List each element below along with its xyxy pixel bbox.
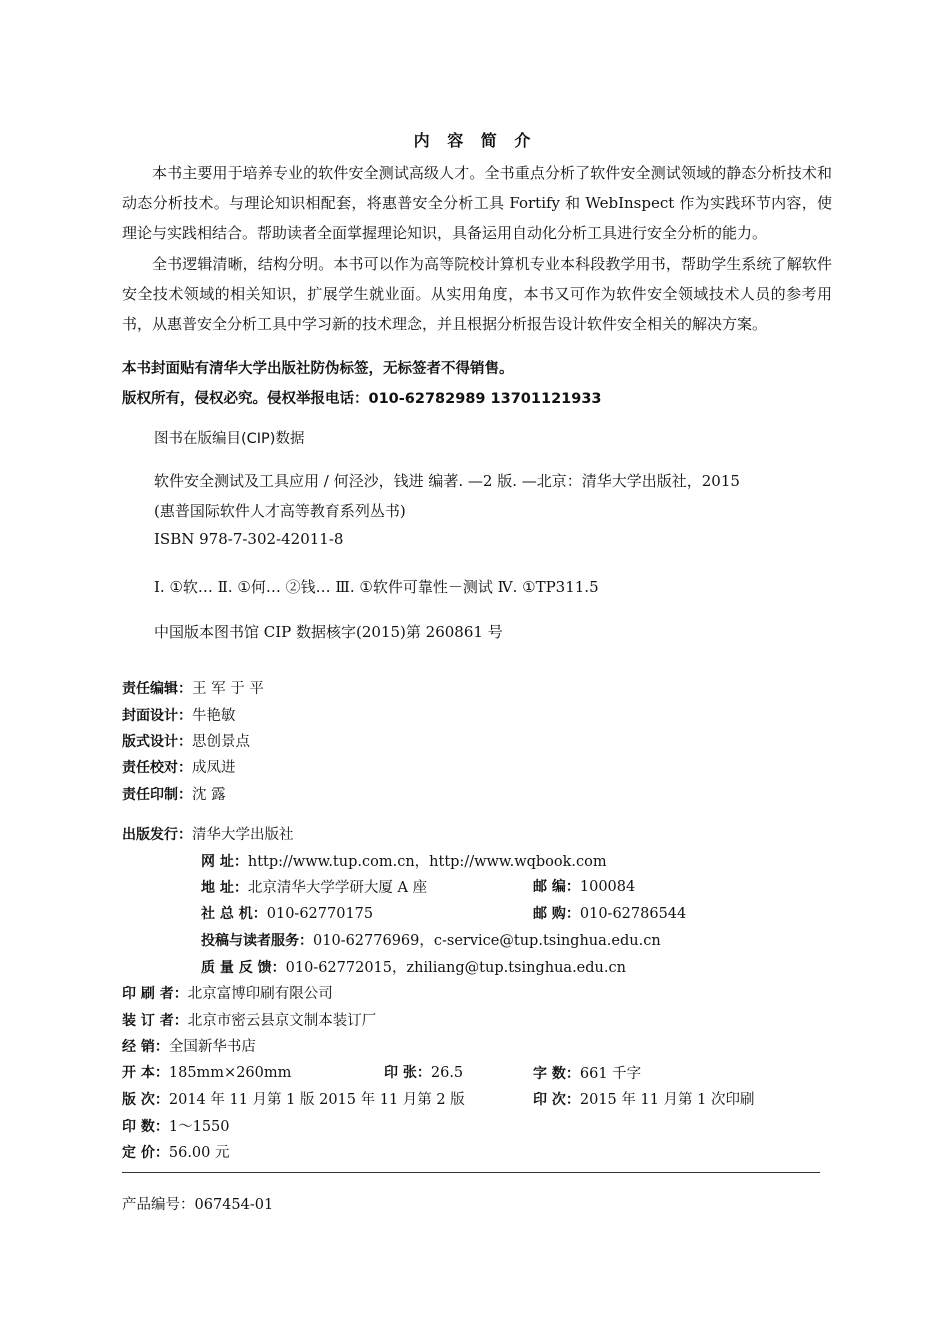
print-run-label: 印 次：	[533, 1092, 580, 1108]
contribution-value: 010-62776969，c-service@tup.tsinghua.edu.cn	[313, 933, 661, 949]
distributor-label: 经 销：	[122, 1039, 169, 1055]
binder-label: 装 订 者：	[122, 1013, 188, 1029]
intro-paragraph-2: 全书逻辑清晰，结构分明。本书可以作为高等院校计算机专业本科段教学用书，帮助学生系统了解软件安全技术领域的相关知识，扩展学生就业面。从实用角度，本书又可作为软件安全领域技术人员的参考用书，从惠普安全分析工具中学习新的技术理念，并且根据分析报告设计软件安全相关的解决方案。	[122, 255, 832, 333]
format-label: 开 本：	[122, 1065, 169, 1081]
staff-label: 封面设计：	[122, 708, 192, 724]
address-label: 地 址：	[201, 880, 248, 896]
publisher-zip-row	[533, 876, 635, 896]
publisher-row	[122, 823, 294, 844]
cip-heading: 图书在版编目(CIP)数据	[154, 431, 305, 447]
publisher-mailorder-row	[533, 903, 686, 923]
price-row	[122, 1141, 230, 1162]
print-run-row	[533, 1088, 755, 1109]
copies-value: 1～1550	[168, 1119, 230, 1135]
cip-series-line: (惠普国际软件人才高等教育系列丛书)	[154, 502, 406, 520]
staff-label: 责任印制：	[122, 787, 192, 803]
binder-row	[122, 1009, 376, 1030]
staff-value: 成凤进	[192, 760, 236, 776]
edition-row	[122, 1088, 465, 1109]
binder-value: 北京市密云县京文制本装订厂	[187, 1013, 377, 1029]
copies-row	[122, 1115, 230, 1136]
format-row	[122, 1062, 291, 1082]
contribution-label: 投稿与读者服务：	[201, 933, 313, 949]
intro-paragraph-1: 本书主要用于培养专业的软件安全测试高级人才。全书重点分析了软件安全测试领域的静态分析技术和动态分析技术。与理论知识相配套，将惠普安全分析工具 Fortify 和 WebInspect 作为实践环节内容，使理论与实践相结合。帮助读者全面掌握理论知识，具备运用自动化分析工具进行安全分析的能力。	[122, 164, 832, 242]
publisher-contribution-row	[201, 929, 661, 950]
staff-value: 沈 露	[192, 787, 226, 803]
quality-label: 质 量 反 馈：	[201, 960, 286, 976]
price-label: 定 价：	[122, 1145, 169, 1161]
printer-label: 印 刷 者：	[122, 986, 188, 1002]
publisher-switchboard-row	[201, 903, 373, 923]
publisher-address-row	[201, 876, 427, 897]
staff-value: 思创景点	[192, 734, 250, 750]
printer-value: 北京富博印刷有限公司	[187, 986, 333, 1002]
cip-classification: Ⅰ. ①软… Ⅱ. ①何… ②钱… Ⅲ. ①软件可靠性－测试 Ⅳ. ①TP311.5	[154, 578, 599, 596]
publisher-name: 清华大学出版社	[192, 827, 294, 843]
publisher-quality-row	[201, 956, 626, 977]
product-code-label: 产品编号：	[122, 1197, 195, 1213]
edition-label: 版 次：	[122, 1092, 169, 1108]
product-code-value: 067454-01	[194, 1197, 274, 1213]
divider	[122, 1172, 820, 1173]
web-label: 网 址：	[201, 854, 248, 870]
copyright-notice: 版权所有，侵权必究。侵权举报电话：010-62782989 13701121933	[122, 391, 602, 407]
cip-title-line: 软件安全测试及工具应用 / 何泾沙，钱进 编著. —2 版. —北京：清华大学出版社，2015	[154, 472, 740, 490]
words-row	[533, 1062, 641, 1083]
distributor-value: 全国新华书店	[168, 1039, 256, 1055]
print-run-value: 2015 年 11 月第 1 次印刷	[579, 1092, 755, 1108]
staff-label: 版式设计：	[122, 734, 192, 750]
zip-value: 100084	[579, 879, 636, 895]
staff-row-cover	[122, 704, 236, 725]
staff-row-editor	[122, 677, 264, 698]
printer-row	[122, 982, 333, 1003]
format-value: 185mm×260mm	[168, 1065, 292, 1081]
price-value: 56.00 元	[168, 1145, 230, 1161]
product-code-row	[122, 1193, 273, 1214]
publisher-web-row	[201, 850, 607, 871]
publisher-label: 出版发行：	[122, 827, 192, 843]
address-value: 北京清华大学学研大厦 A 座	[247, 880, 428, 896]
distributor-row	[122, 1035, 256, 1056]
staff-row-proofreader	[122, 756, 236, 777]
intro-title: 内 容 简 介	[413, 131, 537, 150]
switchboard-value: 010-62770175	[266, 906, 374, 922]
sheets-value: 26.5	[430, 1065, 464, 1081]
switchboard-label: 社 总 机：	[201, 906, 267, 922]
staff-row-layout	[122, 730, 250, 751]
cip-isbn: ISBN 978-7-302-42011-8	[154, 530, 344, 548]
zip-label: 邮 编：	[533, 879, 580, 895]
sheets-row	[384, 1062, 463, 1082]
staff-label: 责任编辑：	[122, 681, 192, 697]
web-links: http://www.tup.com.cn，http://www.wqbook.com	[247, 854, 607, 870]
sheets-label: 印 张：	[384, 1065, 431, 1081]
staff-label: 责任校对：	[122, 760, 192, 776]
edition-value: 2014 年 11 月第 1 版 2015 年 11 月第 2 版	[168, 1092, 465, 1108]
words-label: 字 数：	[533, 1066, 580, 1082]
words-value: 661 千字	[579, 1066, 642, 1082]
cip-record-number: 中国版本图书馆 CIP 数据核字(2015)第 260861 号	[154, 623, 503, 641]
mailorder-label: 邮 购：	[533, 906, 580, 922]
mailorder-value: 010-62786544	[579, 906, 687, 922]
staff-value: 牛艳敏	[192, 708, 236, 724]
staff-row-printing-supervisor	[122, 783, 226, 804]
anti-counterfeit-notice: 本书封面贴有清华大学出版社防伪标签，无标签者不得销售。	[122, 361, 514, 377]
quality-value: 010-62772015，zhiliang@tup.tsinghua.edu.cn	[285, 960, 626, 976]
staff-value: 王 军 于 平	[192, 681, 264, 697]
copies-label: 印 数：	[122, 1119, 169, 1135]
